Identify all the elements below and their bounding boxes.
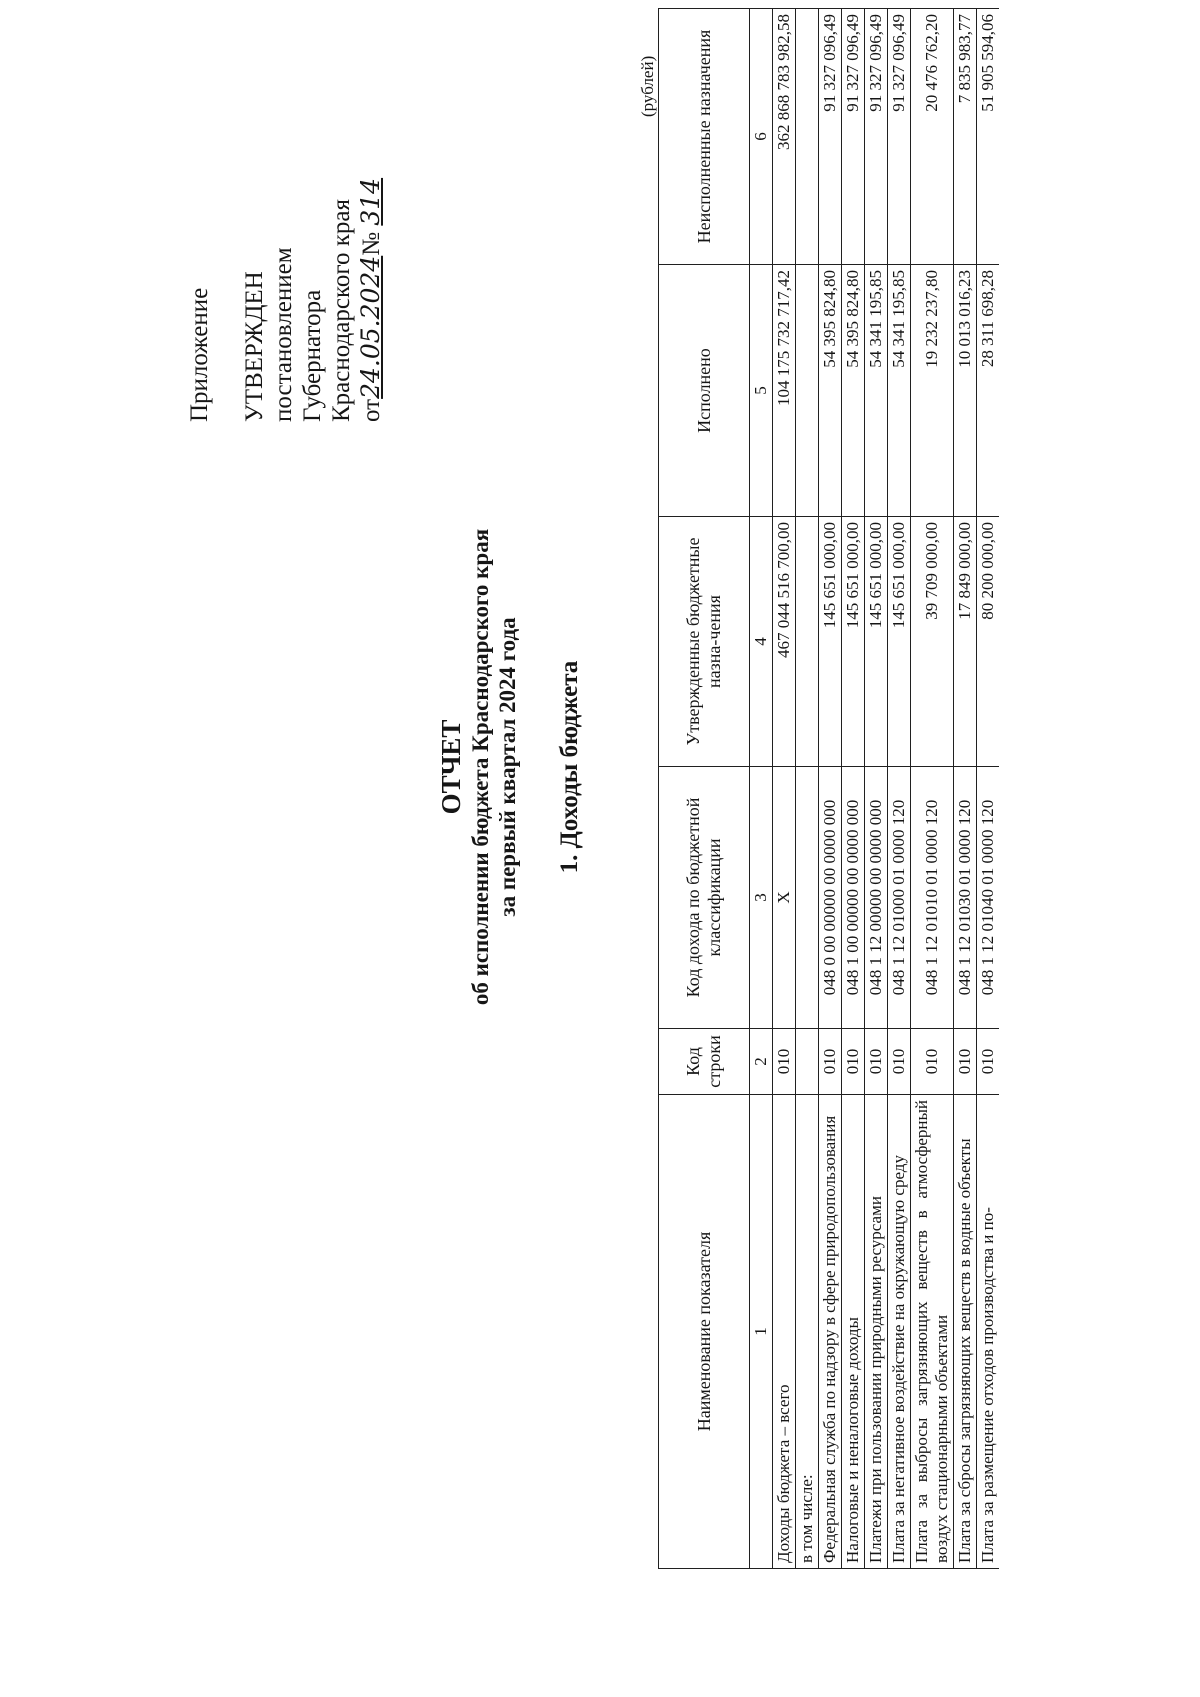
row-executed: 104 175 732 717,42 [773, 265, 796, 517]
row-name: Плата за сбросы загрязняющих веществ в водные объекты [954, 1095, 977, 1569]
row-executed: 54 395 824,80 [819, 265, 842, 517]
row-kbk [796, 767, 819, 1029]
row-approved: 145 651 000,00 [842, 517, 865, 767]
header-unexecuted: Неисполненные назначения [659, 9, 750, 265]
handwritten-number: 314 [356, 177, 385, 226]
row-kbk: X [773, 767, 796, 1029]
row-line-code: 010 [954, 1029, 977, 1095]
column-number: 4 [750, 517, 773, 767]
row-kbk: 048 1 12 01010 01 0000 120 [911, 767, 954, 1029]
row-name: Налоговые и неналоговые доходы [842, 1095, 865, 1569]
column-number: 1 [750, 1095, 773, 1569]
row-unexecuted: 91 327 096,49 [865, 9, 888, 265]
row-approved: 39 709 000,00 [911, 517, 954, 767]
units-label: (рублей) [638, 55, 657, 117]
row-approved: 145 651 000,00 [888, 517, 911, 767]
row-name: в том числе: [796, 1095, 819, 1569]
row-name: Федеральная служба по надзору в сфере природопользования [819, 1095, 842, 1569]
table-row [796, 9, 819, 1569]
row-name: Доходы бюджета – всего [773, 1095, 796, 1569]
row-unexecuted: 51 905 594,06 [977, 9, 1000, 265]
table-row [819, 9, 842, 1569]
approval-line-3: Губернатора [299, 289, 326, 422]
row-kbk: 048 1 12 01030 01 0000 120 [954, 767, 977, 1029]
row-kbk: 048 0 00 00000 00 0000 000 [819, 767, 842, 1029]
row-unexecuted: 20 476 762,20 [911, 9, 954, 265]
row-line-code: 010 [911, 1029, 954, 1095]
row-executed: 28 311 698,28 [977, 265, 1000, 517]
row-executed: 19 232 237,80 [911, 265, 954, 517]
header-approved: Утвержденные бюджетные назна-чения [659, 517, 750, 767]
table-row [888, 9, 911, 1569]
header-executed: Исполнено [659, 265, 750, 517]
row-approved [796, 517, 819, 767]
row-unexecuted: 91 327 096,49 [842, 9, 865, 265]
handwritten-date: 24.05.2024 [356, 255, 385, 399]
header-kbk: Код дохода по бюджетной классификации [659, 767, 750, 1029]
from-prefix: от [358, 398, 385, 422]
row-executed [796, 265, 819, 517]
table-row [911, 9, 954, 1569]
row-unexecuted: 91 327 096,49 [819, 9, 842, 265]
row-executed: 54 341 195,85 [865, 265, 888, 517]
row-kbk: 048 1 12 01040 01 0000 120 [977, 767, 1000, 1029]
row-kbk: 048 1 12 00000 00 0000 000 [865, 767, 888, 1029]
column-number: 2 [750, 1029, 773, 1095]
approval-line-2: постановлением [270, 247, 297, 422]
row-kbk: 048 1 00 00000 00 0000 000 [842, 767, 865, 1029]
table-row [954, 9, 977, 1569]
row-approved: 145 651 000,00 [819, 517, 842, 767]
table-row [977, 9, 1000, 1569]
report-subtitle: об исполнении бюджета Краснодарского края [468, 528, 493, 1006]
header-name: Наименование показателя [659, 1095, 750, 1569]
row-name: Плата за негативное воздействие на окружающую среду [888, 1095, 911, 1569]
row-approved: 467 044 516 700,00 [773, 517, 796, 767]
approval-line-4: Краснодарского края [328, 199, 355, 422]
appendix-label: Приложение [186, 287, 213, 422]
row-approved: 145 651 000,00 [865, 517, 888, 767]
row-name: Платежи при пользовании природными ресурсами [865, 1095, 888, 1569]
row-executed: 54 395 824,80 [842, 265, 865, 517]
row-executed: 54 341 195,85 [888, 265, 911, 517]
row-approved: 80 200 000,00 [977, 517, 1000, 767]
row-name: Плата за размещение отходов производства и по- [977, 1095, 1000, 1569]
row-line-code [796, 1029, 819, 1095]
row-line-code: 010 [865, 1029, 888, 1095]
row-name: Плата за выбросы загрязняющих веществ в атмосферный воздух стационарными объектами [911, 1095, 954, 1569]
column-number: 3 [750, 767, 773, 1029]
row-line-code: 010 [888, 1029, 911, 1095]
row-line-code: 010 [977, 1029, 1000, 1095]
revenue-table [658, 8, 999, 1569]
row-unexecuted [796, 9, 819, 265]
column-number: 5 [750, 265, 773, 517]
table-row [773, 9, 796, 1569]
row-line-code: 010 [842, 1029, 865, 1095]
row-unexecuted: 91 327 096,49 [888, 9, 911, 265]
table-row [842, 9, 865, 1569]
row-line-code: 010 [773, 1029, 796, 1095]
column-number-row [750, 9, 773, 1569]
row-executed: 10 013 016,23 [954, 265, 977, 517]
header-line-code: Код строки [659, 1029, 750, 1095]
approval-block [185, 178, 386, 422]
row-kbk: 048 1 12 01000 01 0000 120 [888, 767, 911, 1029]
section-title: 1. Доходы бюджета [556, 660, 583, 874]
approval-date-line [356, 178, 386, 422]
report-title: ОТЧЕТ [436, 719, 466, 815]
number-prefix: № [358, 231, 385, 256]
row-approved: 17 849 000,00 [954, 517, 977, 767]
report-title-block [435, 217, 585, 1317]
row-unexecuted: 7 835 983,77 [954, 9, 977, 265]
row-unexecuted: 362 868 783 982,58 [773, 9, 796, 265]
column-number: 6 [750, 9, 773, 265]
report-period: за первый квартал 2024 года [495, 617, 520, 917]
table-row [865, 9, 888, 1569]
row-line-code: 010 [819, 1029, 842, 1095]
header-row [659, 9, 750, 1569]
approved-label: УТВЕРЖДЕН [241, 271, 268, 422]
